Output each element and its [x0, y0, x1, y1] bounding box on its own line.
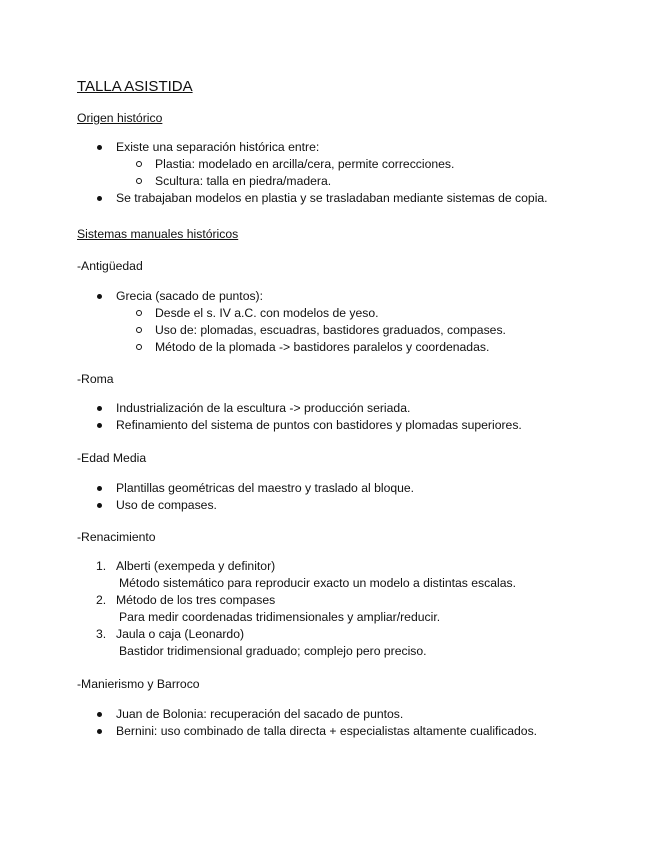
document-title: TALLA ASISTIDA	[77, 78, 193, 95]
list-item: Método de la plomada -> bastidores paralelos y coordenadas.	[155, 340, 490, 354]
bullet-icon	[97, 712, 102, 717]
label-edad-media: -Edad Media	[77, 451, 147, 465]
bullet-icon	[97, 729, 102, 734]
bullet-icon	[97, 294, 102, 299]
bullet-icon	[97, 486, 102, 491]
circle-bullet-icon	[136, 178, 142, 184]
list-item: Juan de Bolonia: recuperación del sacado de puntos.	[116, 707, 404, 721]
list-item: Método de los tres compases	[116, 593, 276, 607]
label-manierismo-barroco: -Manierismo y Barroco	[77, 677, 200, 691]
list-item-description: Para medir coordenadas tridimensionales y ampliar/reducir.	[119, 610, 441, 624]
label-renacimiento: -Renacimiento	[77, 530, 156, 544]
circle-bullet-icon	[136, 161, 142, 167]
list-item: Se trabajaban modelos en plastia y se trasladaban mediante sistemas de copia.	[116, 191, 548, 205]
list-item: Refinamiento del sistema de puntos con bastidores y plomadas superiores.	[116, 418, 522, 432]
heading-sistemas-manuales: Sistemas manuales históricos	[77, 227, 239, 241]
circle-bullet-icon	[136, 344, 142, 350]
list-item: Industrialización de la escultura -> producción seriada.	[116, 401, 411, 415]
list-item: Existe una separación histórica entre:	[116, 140, 320, 154]
list-item: Bernini: uso combinado de talla directa + especialistas altamente cualificados.	[116, 724, 538, 738]
list-item: Plantillas geométricas del maestro y traslado al bloque.	[116, 481, 415, 495]
list-item-description: Bastidor tridimensional graduado; complejo pero preciso.	[119, 644, 427, 658]
list-item: Grecia (sacado de puntos):	[116, 289, 264, 303]
bullet-icon	[97, 406, 102, 411]
list-item: Desde el s. IV a.C. con modelos de yeso.	[155, 306, 379, 320]
list-item: Uso de compases.	[116, 498, 217, 512]
label-antiguedad: -Antigüedad	[77, 259, 143, 273]
list-number: 2.	[96, 593, 107, 607]
circle-bullet-icon	[136, 310, 142, 316]
bullet-icon	[97, 503, 102, 508]
list-number: 3.	[96, 627, 107, 641]
list-item-description: Método sistemático para reproducir exacto un modelo a distintas escalas.	[119, 576, 516, 590]
bullet-icon	[97, 145, 102, 150]
list-item: Scultura: talla en piedra/madera.	[155, 174, 332, 188]
list-item: Plastia: modelado en arcilla/cera, permite correcciones.	[155, 157, 455, 171]
bullet-icon	[97, 423, 102, 428]
list-item: Uso de: plomadas, escuadras, bastidores graduados, compases.	[155, 323, 506, 337]
heading-origen-historico: Origen histórico	[77, 111, 163, 125]
bullet-icon	[97, 196, 102, 201]
label-roma: -Roma	[77, 372, 114, 386]
circle-bullet-icon	[136, 327, 142, 333]
list-item: Alberti (exempeda y definitor)	[116, 559, 276, 573]
list-number: 1.	[96, 559, 107, 573]
list-item: Jaula o caja (Leonardo)	[116, 627, 245, 641]
